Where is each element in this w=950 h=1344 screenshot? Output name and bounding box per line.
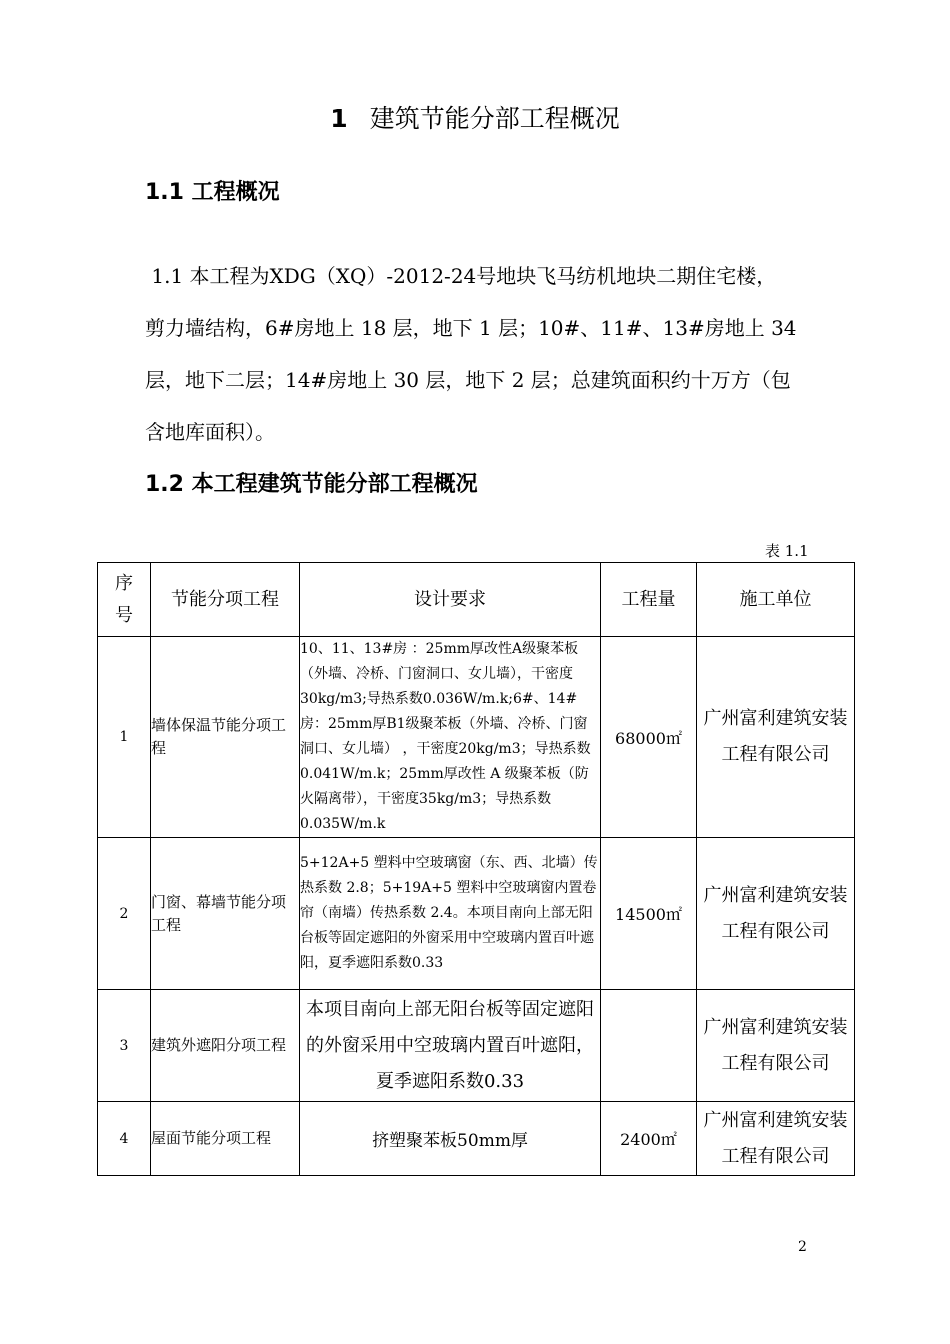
row-design: 10、11、13#房 ：25mm厚改性A级聚苯板（外墙、冷桥、门窗洞口、女儿墙），干密度30kg/m3;导热系数0.036W/m.k;6#、14#房：25mm厚B1级聚苯板（外墙、冷桥、门窗洞口、女儿墙） ，干密度20kg/m3；导热系数 0.041W/m.k；25mm厚改性 A 级聚苯板（防火隔离带），干密度35kg/m3；导热系数0.035W/m.k	[300, 637, 601, 838]
row-seq: 2	[98, 838, 151, 990]
row-seq: 4	[98, 1102, 151, 1176]
table-row	[98, 838, 855, 990]
header-contractor: 施工单位	[697, 563, 855, 637]
chapter-title: 建筑节能分部工程概况	[369, 104, 620, 133]
paragraph-line: 1.1 本工程为XDG（XQ）-2012-24号地块飞马纺机地块二期住宅楼，	[145, 264, 777, 288]
row-item: 屋面节能分项工程	[151, 1102, 300, 1176]
row-quantity	[601, 990, 697, 1102]
paragraph-line: 剪力墙结构，6#房地上 18 层，地下 1 层；10#、11#、13#房地上 34	[145, 316, 797, 340]
section-1-2-heading: 1.2 本工程建筑节能分部工程概况	[145, 472, 478, 497]
row-quantity: 14500㎡	[601, 838, 697, 990]
project-overview-paragraph	[145, 250, 825, 458]
table-caption: 表 1.1	[765, 542, 809, 560]
row-contractor: 广州富利建筑安装工程有限公司	[697, 637, 855, 838]
table-row	[98, 637, 855, 838]
chapter-heading	[0, 100, 950, 138]
row-quantity: 2400㎡	[601, 1102, 697, 1176]
header-item: 节能分项工程	[151, 563, 300, 637]
row-contractor: 广州富利建筑安装工程有限公司	[697, 1102, 855, 1176]
table-header-row	[98, 563, 855, 637]
section-1-1-heading: 1.1 工程概况	[145, 180, 280, 205]
page-number: 2	[798, 1239, 807, 1255]
energy-saving-table	[97, 562, 855, 1176]
header-seq: 序 号	[98, 563, 151, 637]
row-seq: 1	[98, 637, 151, 838]
chapter-number: 1	[330, 104, 348, 133]
paragraph-line: 层，地下二层；14#房地上 30 层，地下 2 层；总建筑面积约十万方（包	[145, 368, 791, 392]
header-quantity: 工程量	[601, 563, 697, 637]
table-row	[98, 990, 855, 1102]
row-item: 墙体保温节能分项工程	[151, 637, 300, 838]
row-quantity: 68000㎡	[601, 637, 697, 838]
row-contractor: 广州富利建筑安装工程有限公司	[697, 838, 855, 990]
table-row	[98, 1102, 855, 1176]
row-design: 挤塑聚苯板50mm厚	[300, 1102, 601, 1176]
header-design: 设计要求	[300, 563, 601, 637]
row-design: 本项目南向上部无阳台板等固定遮阳的外窗采用中空玻璃内置百叶遮阳，夏季遮阳系数0.33	[300, 990, 601, 1102]
row-contractor: 广州富利建筑安装工程有限公司	[697, 990, 855, 1102]
paragraph-line: 含地库面积）。	[145, 420, 275, 444]
row-item: 门窗、幕墙节能分项工程	[151, 838, 300, 990]
row-design: 5+12A+5 塑料中空玻璃窗（东、西、北墙）传热系数 2.8；5+19A+5 塑料中空玻璃窗内置卷帘（南墙）传热系数 2.4。本项目南向上部无阳台板等固定遮阳的外窗采用中空玻璃内置百叶遮阳，夏季遮阳系数0.33	[300, 838, 601, 990]
row-item: 建筑外遮阳分项工程	[151, 990, 300, 1102]
row-seq: 3	[98, 990, 151, 1102]
